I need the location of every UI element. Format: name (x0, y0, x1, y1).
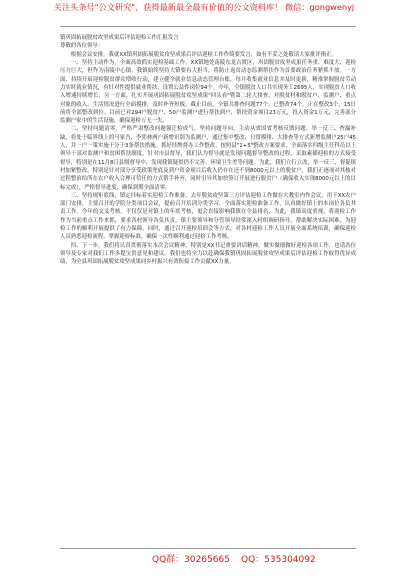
footer-rule (60, 548, 356, 549)
paragraph-intro: 根据会议安排，我就XX镇巩固拓展脱贫攻坚成果后评估迎检工作作简要发言，如有不妥之处敬请大家批评指正。 (70, 51, 337, 58)
top-banner (0, 2, 408, 28)
banner-promo-text: 关注头条号"公文研究"，获得最新最全最有价值的公文资料库！ 微信：gongwenyj (53, 2, 355, 12)
document-salutation: 尊敬的各位领导： (60, 43, 104, 50)
paragraph-section-1: 一、坚持主动作为，全面高效抓实迎检基础工作。XX镇地处南陵东龙古渡区，巩固脱贫攻坚成果任务重、难度大、迎检压力巨大，但作为南陵中心镇，我镇始终坚持大镇要有大担当，将防止返贫动态监测帮扶作为首要政治任务紧抓不放。一方面，持续开展迎检脱贫群众増收行动，建立健全就业信息动态管理台账，每月收集就业信息并及时更新，精准掌握脱贫劳动力实时就业情况，有针对性提供就业帮扶，设置公益性岗位94个。今年，全镇脱贫人口共实现务工2695人，实现脱贫人口收入增速持续增长。另一方面，扎实开展巩固拓展脱贫攻坚成果"回头看"暨第二轮大排查，对脱贫村和脱贫户、监测户、重点对象的收入、生活情况进行全面摸排，及时补齐短板。截止目前，全镇共排查问题77个，已整改74个，正在整改3个，15日前将全部整改到位。目前已对294户脱贫户、50户监测户进行帮扶到户，帮扶资金项目23万元，投入资金1万元，完善部分监测户家中的生活设施，确保迎检万无一失。 (60, 60, 356, 125)
footer (0, 552, 408, 568)
document-title: 镇巩固拓展脱贫攻坚成果后评估迎检工作汇报发言 (60, 35, 179, 41)
paragraph-section-2: 二、坚持问题清零，严格严肃整改问题强迁检成气。坚持问题导向，主动从省国省考核反馈问题、举一反三、查漏补缺，将处于临界线上的马家吾，李郢林两户新增识别为监测户，通过集中整改、日常摸排、大排查等方式新增监测户25户45人，并一户一策实施干分于3条帮扶措施。抓好挂牌督办工作整改，按照县"1+5"整改方案要求，全面落实四级主任科员以上领导干部对监测户和贫困帮扶制度。针对市县督导，我们认为督导就是发现问题督导整改的过程，采取素描迎检的方式接受督导，特别是在11月8日县级督导中，发现我镇疑似仍不完善、环境卫生差等问题。为此，我们立行立改，举一反三，督促镇村加紧整改，特别是针对部分享受政策兜底及到户资金项目后收入仍存在还不到8000元以上的脱贫户，我们正逐项对其核对过程整治给所在农户收入合理可信任的方式帮手补齐，同时引导其加快签订开展进行脱贫户（确保收入实现8000元以上的目标完成），严格督导进度，确保到期全面清零。 (60, 126, 356, 191)
qq-group-text: QQ群：30265665 (152, 555, 230, 565)
paragraph-section-3: 三、坚持规矩底线，镇定挂标着实迎检工作准备。去年脱贫攻坚第三方评估迎检工作做在大教室内作会议，用于XX农户部门安排，主要召开的学院分类项目会议，提前召开培训分类学习，全面落实迎检准备工作，认真做好镇上的本岗位各负其责工作。今年的交叉考核，不仅仅是对镇上的年底考核，更会直接影响我镇在全县排名，为此，我镇高度重视，将迎检工作作为当前重点工作来抓，要求各村领导各负其责，镇主要领导和分管领导经常深入村组调研指导，帮助解决实际困难，为迎检工作的顺利开展提供了有力保障。同时，通过召开迎检培训会等方式，对各村迎检工作人员开展全面系统培训，确保迎检人员熟悉迎检流程、掌握迎检标准，确保一次性顺利通过迎检工作考核。 (60, 192, 356, 241)
document-body (60, 34, 356, 542)
paragraph-section-4: 四、下一步，我们将认真贯彻落实本次会议精神，特别是XX书记重要讲话精神，做实做细做好迎检各项工作，也请各位领导及专家对我们工作多提宝贵意见和建议，我们也将全力以赴确保我镇巩固拓展脱贫攻坚成果后评估迎检工作取得优异成绩，为全县巩固拓展脱贫攻坚成果同乡村振兴有效衔接工作贡献XX力量。 (60, 242, 356, 266)
qq-contact-text: QQ：535304092 (241, 555, 316, 565)
header-rule (60, 26, 356, 27)
